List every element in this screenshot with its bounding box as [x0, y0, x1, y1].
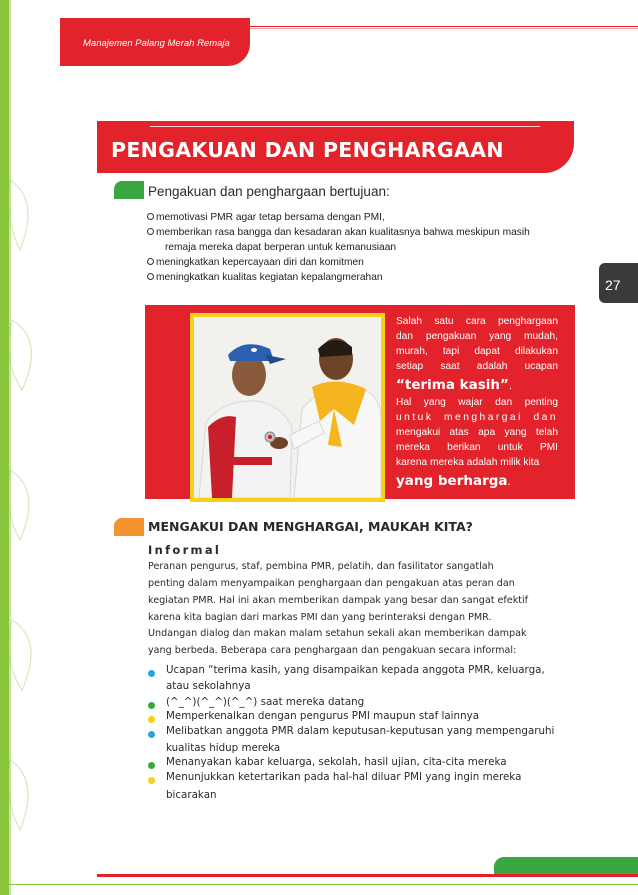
bullet-dot-blue — [148, 670, 155, 677]
bullet-text-continuation: bicarakan — [166, 789, 217, 801]
goal-item: meningkatkan kepercayaan diri dan komitmen — [147, 257, 364, 268]
header-rule — [250, 26, 638, 27]
section-marker-orange — [114, 518, 144, 536]
goal-item: memberikan rasa bangga dan kesadaran akan kualitasnya bahwa meskipun masih — [147, 227, 530, 238]
bullet-dot-green — [148, 762, 155, 769]
ring-bullet-icon — [147, 213, 154, 220]
bullet-text: (^_^)(^_^)(^_^) saat mereka datang — [166, 696, 365, 708]
paragraph-line: penting dalam menyampaikan penghargaan dan pengakuan atas peran dan — [148, 578, 515, 589]
section-subheading: Informal — [148, 543, 222, 557]
bullet-text: Memperkenalkan dengan pengurus PMI maupun staf lainnya — [166, 710, 479, 722]
bullet-text-continuation: kualitas hidup mereka — [166, 742, 281, 754]
bullet-text: Ucapan “terima kasih, yang disampaikan kepada anggota PMR, keluarga, — [166, 664, 545, 676]
goal-item: memotivasi PMR agar tetap bersama dengan PMI, — [147, 212, 385, 223]
bullet-dot-yellow — [148, 716, 155, 723]
bullet-dot-yellow — [148, 777, 155, 784]
photo-pmr-badge-ceremony — [194, 317, 381, 498]
ring-bullet-icon — [147, 258, 154, 265]
footer-red-rule — [97, 874, 638, 877]
bullet-text-continuation: atau sekolahnya — [166, 680, 251, 692]
paragraph-line: Undangan dialog dan makan malam setahun sekali akan memberikan dampak — [148, 628, 527, 639]
quote-line: karena mereka adalah milik kita — [396, 457, 540, 468]
goal-item: meningkatkan kualitas kegiatan kepalangmerahan — [147, 272, 383, 283]
quote-line: dan pengakuan yang mudah, — [396, 331, 558, 342]
bullet-dot-green — [148, 702, 155, 709]
quote-line: Hal yang wajar dan penting — [396, 397, 558, 408]
header-rule-light — [250, 28, 638, 29]
ring-bullet-icon — [147, 273, 154, 280]
quote-highlight: “terima kasih”. — [396, 377, 513, 393]
title-bar-rule — [150, 126, 540, 127]
photo-frame — [190, 313, 385, 502]
quote-line: mengakui atas apa yang telah — [396, 427, 558, 438]
running-title: Manajemen Palang Merah Remaja — [83, 38, 230, 49]
footer-green-tab — [494, 857, 638, 875]
section-marker-green — [114, 181, 144, 199]
page-number: 27 — [605, 277, 621, 293]
quote-line: untuk menghargai dan — [396, 412, 558, 423]
page-title: PENGAKUAN DAN PENGHARGAAN — [111, 138, 504, 162]
bullet-text: Melibatkan anggota PMR dalam keputusan-keputusan yang mempengaruhi — [166, 725, 555, 737]
paragraph-line: yang berbeda. Beberapa cara penghargaan dan pengakuan secara informal: — [148, 645, 517, 656]
paragraph-line: Peranan pengurus, staf, pembina PMR, pelatih, dan fasilitator sangatlah — [148, 561, 494, 572]
paragraph-line: karena kita bagian dari markas PMI dan yang berinteraksi dengan PMR. — [148, 612, 492, 623]
quote-closing: yang berharga. — [396, 473, 511, 489]
intro-heading: Pengakuan dan penghargaan bertujuan: — [148, 184, 390, 199]
goal-item-continuation: remaja mereka dapat berperan untuk kemanusiaan — [165, 242, 397, 253]
quote-line: mereka berikan untuk PMI — [396, 442, 558, 453]
bullet-dot-blue — [148, 731, 155, 738]
paragraph-line: kegiatan PMR. Hal ini akan memberikan dampak yang besar dan sangat efektif — [148, 595, 529, 606]
bullet-text: Menanyakan kabar keluarga, sekolah, hasil ujian, cita-cita mereka — [166, 756, 507, 768]
ring-bullet-icon — [147, 228, 154, 235]
bullet-text: Menunjukkan ketertarikan pada hal-hal diluar PMI yang ingin mereka — [166, 771, 522, 783]
quote-line: murah, tapi dapat dilakukan — [396, 346, 558, 357]
quote-line: Salah satu cara penghargaan — [396, 316, 558, 327]
footer-green-rule — [0, 884, 638, 885]
leaf-pattern-decor — [0, 140, 60, 860]
quote-line: setiap saat adalah ucapan — [396, 361, 558, 372]
section-heading: MENGAKUI DAN MENGHARGAI, MAUKAH KITA? — [148, 519, 473, 534]
